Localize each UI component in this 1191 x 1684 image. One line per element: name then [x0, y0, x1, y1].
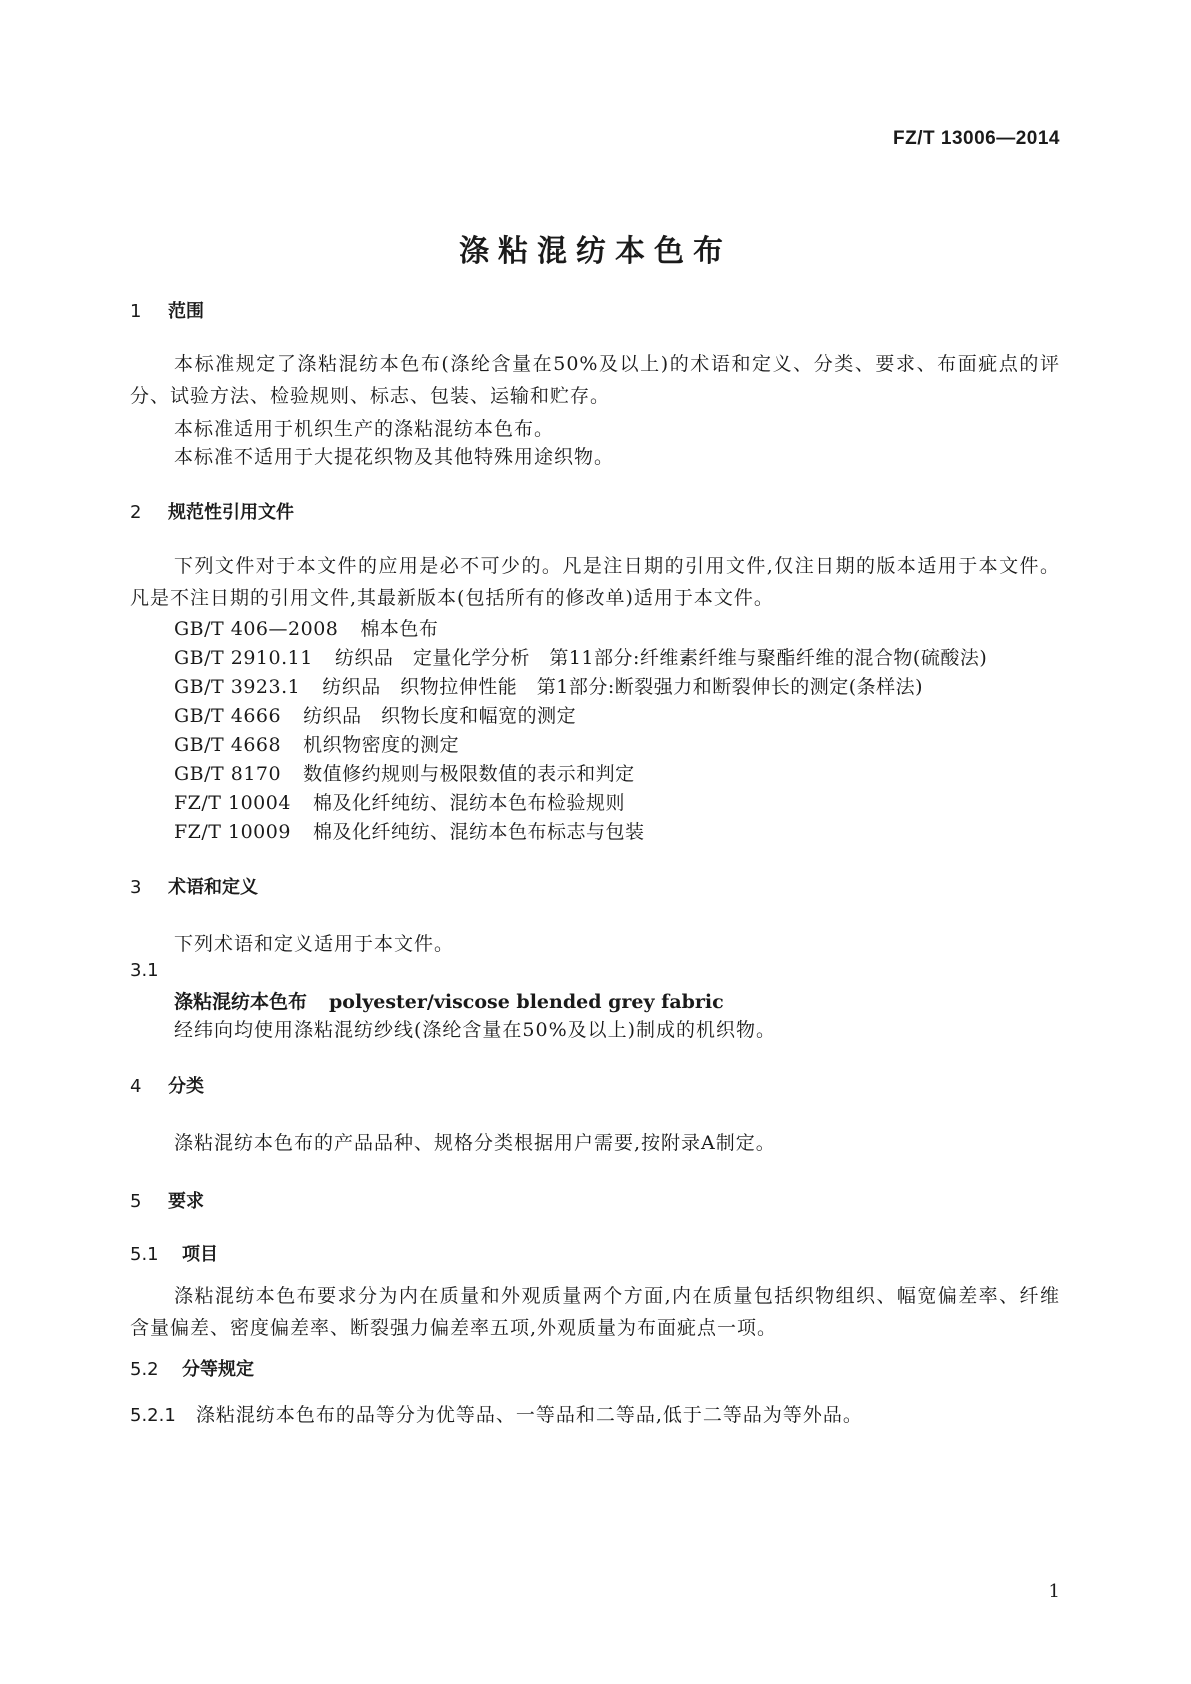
section-2-intro: 下列文件对于本文件的应用是必不可少的。凡是注日期的引用文件,仅注日期的版本适用于本文件。凡是不注日期的引用文件,其最新版本(包括所有的修改单)适用于本文件。: [130, 555, 1060, 609]
section-number: 5: [130, 1191, 142, 1212]
reference-title: 棉本色布: [360, 618, 439, 640]
reference-code: GB/T 8170: [174, 763, 282, 785]
reference-title: 棉及化纤纯纺、混纺本色布标志与包装: [312, 821, 645, 843]
subsection-number: 5.2: [130, 1359, 159, 1380]
clause-5-2-1: [130, 1400, 863, 1427]
section-title: 规范性引用文件: [168, 502, 294, 523]
section-number: 4: [130, 1076, 142, 1097]
section-4-heading: [130, 1072, 204, 1098]
reference-item: [174, 759, 635, 786]
section-1-exclusion: 本标准不适用于大提花织物及其他特殊用途织物。: [174, 446, 615, 468]
reference-item: [174, 817, 644, 844]
section-1-heading: [130, 297, 204, 323]
reference-code: GB/T 4666: [174, 705, 282, 727]
reference-code: GB/T 4668: [174, 734, 282, 756]
reference-item: [174, 672, 923, 699]
term-english: polyester/viscose blended grey fabric: [329, 991, 724, 1013]
clause-number: 5.2.1: [130, 1405, 176, 1426]
section-5-1-paragraph: 涤粘混纺本色布要求分为内在质量和外观质量两个方面,内在质量包括织物组织、幅宽偏差率、纤维含量偏差、密度偏差率、断裂强力偏差率五项,外观质量为布面疵点一项。: [130, 1285, 1060, 1339]
reference-title: 数值修约规则与极限数值的表示和判定: [303, 763, 635, 785]
clause-text: 涤粘混纺本色布的品等分为优等品、一等品和二等品,低于二等品为等外品。: [195, 1404, 863, 1426]
section-2-heading: [130, 498, 294, 524]
section-5-1-heading: [130, 1240, 218, 1266]
reference-code: GB/T 2910.11: [174, 647, 313, 669]
section-4-paragraph: 涤粘混纺本色布的产品品种、规格分类根据用户需要,按附录A制定。: [174, 1132, 776, 1154]
reference-item: [174, 788, 625, 815]
subsection-title: 项目: [182, 1244, 218, 1265]
reference-title: 棉及化纤纯纺、混纺本色布检验规则: [312, 792, 625, 814]
reference-title: 机织物密度的测定: [303, 734, 460, 756]
section-5-heading: [130, 1187, 204, 1213]
reference-title: 纺织品 定量化学分析 第11部分:纤维素纤维与聚酯纤维的混合物(硫酸法): [334, 647, 988, 669]
reference-item: [174, 643, 987, 670]
section-1-applicability: 本标准适用于机织生产的涤粘混纺本色布。: [174, 418, 555, 440]
reference-item: [174, 701, 576, 728]
document-title: 涤粘混纺本色布: [459, 234, 732, 269]
reference-title: 纺织品 织物长度和幅宽的测定: [303, 705, 577, 727]
section-title: 要求: [168, 1191, 204, 1212]
section-number: 3: [130, 877, 142, 898]
reference-code: FZ/T 10009: [174, 821, 291, 843]
subsection-title: 分等规定: [182, 1359, 254, 1380]
term-number: 3.1: [130, 960, 159, 981]
section-1-paragraph: 本标准规定了涤粘混纺本色布(涤纶含量在50%及以上)的术语和定义、分类、要求、布面疵点的评分、试验方法、检验规则、标志、包装、运输和贮存。: [130, 353, 1060, 407]
term-chinese: 涤粘混纺本色布: [174, 991, 308, 1013]
page-number: 1: [1048, 1581, 1060, 1602]
reference-code: GB/T 406—2008: [174, 618, 339, 640]
term-entry: [174, 987, 724, 1014]
standard-code: FZ/T 13006—2014: [893, 128, 1060, 149]
reference-item: [174, 730, 459, 757]
section-title: 范围: [168, 301, 204, 322]
section-3-intro: 下列术语和定义适用于本文件。: [174, 933, 455, 955]
section-title: 术语和定义: [168, 877, 258, 898]
term-definition: 经纬向均使用涤粘混纺纱线(涤纶含量在50%及以上)制成的机织物。: [174, 1019, 777, 1041]
reference-code: GB/T 3923.1: [174, 676, 301, 698]
section-title: 分类: [168, 1076, 204, 1097]
section-3-heading: [130, 873, 258, 899]
reference-code: FZ/T 10004: [174, 792, 291, 814]
subsection-number: 5.1: [130, 1244, 159, 1265]
section-5-2-heading: [130, 1355, 254, 1381]
section-number: 2: [130, 502, 142, 523]
reference-title: 纺织品 织物拉伸性能 第1部分:断裂强力和断裂伸长的测定(条样法): [322, 676, 924, 698]
section-number: 1: [130, 301, 142, 322]
reference-item: [174, 614, 438, 641]
